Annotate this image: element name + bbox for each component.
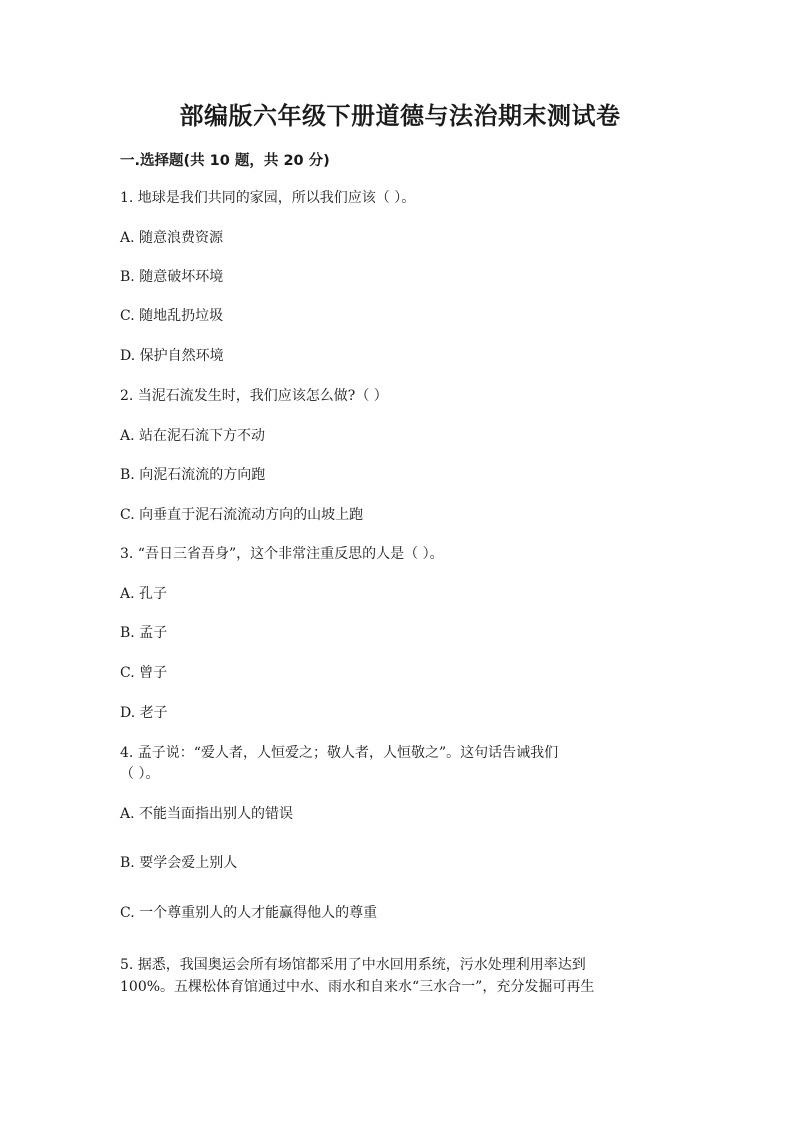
question-2-option-c: C. 向垂直于泥石流流动方向的山坡上跑 [120, 507, 364, 523]
question-3-option-b: B. 孟子 [120, 625, 168, 641]
question-4-stem-line-1: 4. 孟子说：“爱人者，人恒爱之；敬人者，人恒敬之”。这句话告诫我们 [120, 745, 559, 761]
question-3-stem: 3. “吾日三省吾身”，这个非常注重反思的人是（ ）。 [120, 546, 444, 562]
question-3-option-a: A. 孔子 [120, 586, 168, 602]
question-1-option-a: A. 随意浪费资源 [120, 230, 224, 246]
question-4-stem-line-2: （ ）。 [120, 766, 160, 782]
page-title: 部编版六年级下册道德与法治期末测试卷 [179, 101, 621, 130]
question-1-option-b: B. 随意破坏环境 [120, 269, 224, 285]
question-3-option-c: C. 曾子 [120, 665, 168, 681]
section-heading: 一.选择题(共 10 题，共 20 分) [120, 153, 330, 169]
question-2-option-a: A. 站在泥石流下方不动 [120, 428, 266, 444]
question-5-stem-line-1: 5. 据悉，我国奥运会所有场馆都采用了中水回用系统，污水处理利用率达到 [120, 957, 586, 973]
question-1-option-d: D. 保护自然环境 [120, 348, 224, 364]
question-3-option-d: D. 老子 [120, 705, 168, 721]
question-4-option-a: A. 不能当面指出别人的错误 [120, 806, 294, 822]
question-1-stem: 1. 地球是我们共同的家园，所以我们应该（ ）。 [120, 190, 416, 206]
question-4-option-b: B. 要学会爱上别人 [120, 855, 238, 871]
question-5-stem-line-2: 100%。五棵松体育馆通过中水、雨水和自来水“三水合一”，充分发掘可再生 [120, 979, 595, 995]
question-4-option-c: C. 一个尊重别人的人才能赢得他人的尊重 [120, 905, 378, 921]
question-2-stem: 2. 当泥石流发生时，我们应该怎么做?（ ） [120, 388, 388, 404]
question-2-option-b: B. 向泥石流流的方向跑 [120, 467, 266, 483]
question-1-option-c: C. 随地乱扔垃圾 [120, 308, 224, 324]
